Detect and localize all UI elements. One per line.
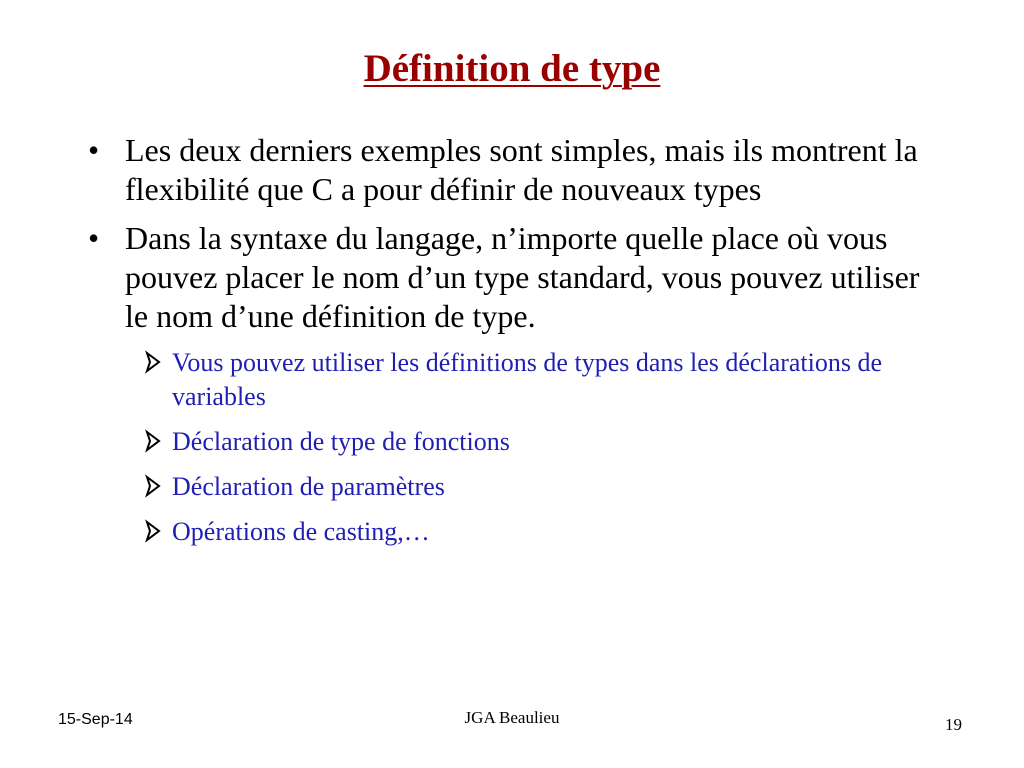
bullet-text: Dans la syntaxe du langage, n’importe quelle place où vous pouvez placer le nom d’un type standard, vous pouvez utiliser le nom d’une définition de type.	[125, 220, 920, 334]
sub-bullet-list	[0, 346, 1024, 549]
bullet-marker: •	[88, 220, 100, 256]
page-number: 19	[945, 715, 962, 734]
footer-date: 15-Sep-14	[58, 711, 133, 728]
sub-bullet-item	[0, 425, 1024, 459]
sub-bullet-text: Déclaration de paramètres	[172, 472, 445, 501]
sub-bullet-text: Vous pouvez utiliser les définitions de types dans les déclarations de variables	[172, 348, 883, 411]
footer-author: JGA Beaulieu	[464, 708, 560, 727]
slide-body	[0, 131, 1024, 560]
arrow-right-icon	[142, 517, 166, 545]
arrow-right-icon	[142, 348, 166, 376]
bullet-text: Les deux derniers exemples sont simples, mais ils montrent la flexibilité que C a pour définir de nouveaux types	[125, 132, 918, 207]
sub-bullet-item	[0, 515, 1024, 549]
sub-bullet-text: Opérations de casting,…	[172, 517, 430, 546]
sub-bullet-item	[0, 346, 1024, 414]
sub-bullet-item	[0, 470, 1024, 504]
bullet-item	[0, 131, 1024, 209]
arrow-right-icon	[142, 427, 166, 455]
arrow-right-icon	[142, 472, 166, 500]
sub-bullet-text: Déclaration de type de fonctions	[172, 427, 510, 456]
bullet-item	[0, 219, 1024, 336]
slide-title: Définition de type	[363, 47, 661, 90]
bullet-marker: •	[88, 132, 100, 168]
